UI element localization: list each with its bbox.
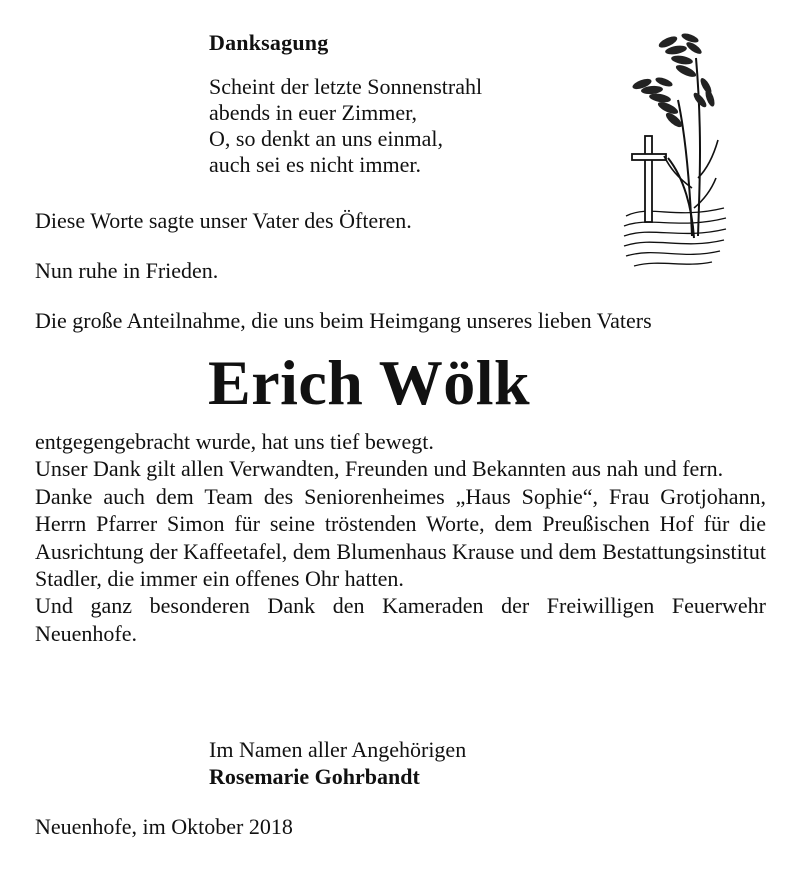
deceased-name: Erich Wölk: [208, 347, 531, 418]
body-paragraph: entgegengebracht wurde, hat uns tief bewegt.: [35, 429, 434, 454]
poem-line: O, so denkt an uns einmal,: [209, 126, 444, 151]
poem-line: Scheint der letzte Sonnenstrahl: [209, 74, 483, 99]
poem-line: abends in euer Zimmer,: [209, 100, 418, 125]
signature-line: Im Namen aller Angehörigen: [209, 737, 467, 762]
poem-line: auch sei es nicht immer.: [209, 152, 421, 177]
body-text: [35, 428, 766, 647]
body-paragraph: Unser Dank gilt allen Verwandten, Freunden und Bekannten aus nah und fern.: [35, 456, 724, 482]
signer-name: Rosemarie Gohrbandt: [209, 764, 420, 789]
body-paragraph: Danke auch dem Team des Seniorenheimes „Haus Sophie“, Frau Grotjohann, Herrn Pfarrer Simon für seine tröstenden Worte, dem Preußischen Hof für die Ausrichtung der Kaffeetafel, dem Blumenhaus Krause und dem Bestattungsinstitut Stadler, die immer ein offenes Ohr hatten.: [35, 483, 766, 592]
notice-heading: Danksagung: [209, 30, 329, 55]
poem: [209, 74, 482, 178]
intro-line: Diese Worte sagte unser Vater des Öfteren.: [35, 208, 412, 233]
body-paragraph: Und ganz besonderen Dank den Kameraden der Freiwilligen Feuerwehr Neuenhofe.: [35, 593, 766, 646]
place-date: Neuenhofe, im Oktober 2018: [35, 814, 293, 839]
signature-block: [209, 736, 466, 790]
cross-with-wheat-icon: [620, 28, 730, 276]
intro-line: Die große Anteilnahme, die uns beim Heimgang unseres lieben Vaters: [35, 308, 652, 333]
intro-line: Nun ruhe in Frieden.: [35, 258, 219, 283]
